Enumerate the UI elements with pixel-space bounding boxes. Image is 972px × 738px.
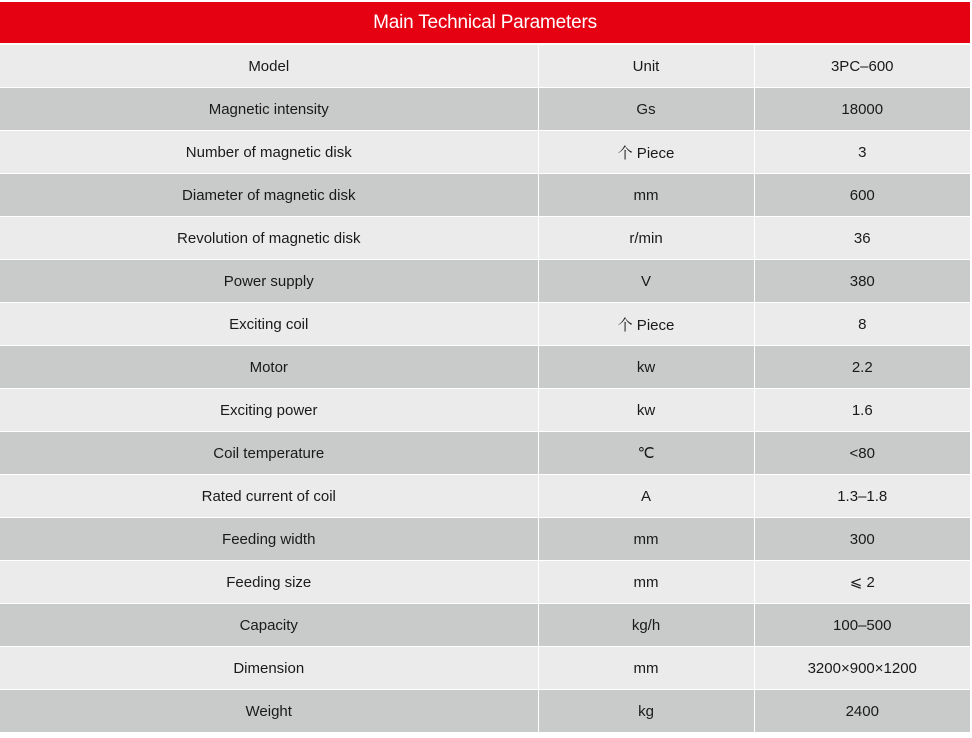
unit-cell: ℃ [538, 432, 754, 475]
table-row-magnetic-intensity [0, 88, 970, 131]
value-cell: 2400 [754, 690, 970, 733]
value-cell: 3200×900×1200 [754, 647, 970, 690]
value-cell: <80 [754, 432, 970, 475]
unit-cell: A [538, 475, 754, 518]
parameter-cell: Number of magnetic disk [0, 131, 538, 174]
unit-cell: mm [538, 518, 754, 561]
table-row-exciting-coil [0, 303, 970, 346]
unit-cell: kg/h [538, 604, 754, 647]
unit-cell: mm [538, 647, 754, 690]
value-cell: 1.6 [754, 389, 970, 432]
table-row-exciting-power [0, 389, 970, 432]
table-row-feeding-size [0, 561, 970, 604]
parameter-cell: Motor [0, 346, 538, 389]
unit-cell: 个 Piece [538, 303, 754, 346]
value-cell: 36 [754, 217, 970, 260]
unit-cell: kw [538, 389, 754, 432]
parameter-cell: Coil temperature [0, 432, 538, 475]
table-row-motor [0, 346, 970, 389]
table-title: Main Technical Parameters [0, 2, 970, 43]
unit-cell: mm [538, 561, 754, 604]
parameter-cell: Capacity [0, 604, 538, 647]
parameter-cell: Dimension [0, 647, 538, 690]
value-cell: 100–500 [754, 604, 970, 647]
technical-parameters-table [0, 45, 970, 733]
table-row-rated-current-of-coil [0, 475, 970, 518]
unit-cell: Unit [538, 45, 754, 88]
value-cell: 3 [754, 131, 970, 174]
parameter-cell: Power supply [0, 260, 538, 303]
unit-cell: kw [538, 346, 754, 389]
parameter-cell: Weight [0, 690, 538, 733]
unit-cell: kg [538, 690, 754, 733]
unit-cell: r/min [538, 217, 754, 260]
unit-cell: Gs [538, 88, 754, 131]
unit-cell: mm [538, 174, 754, 217]
parameter-cell: Rated current of coil [0, 475, 538, 518]
value-cell: 1.3–1.8 [754, 475, 970, 518]
parameter-cell: Exciting coil [0, 303, 538, 346]
parameter-cell: Diameter of magnetic disk [0, 174, 538, 217]
table-row-diameter-of-magnetic-disk [0, 174, 970, 217]
value-cell: 18000 [754, 88, 970, 131]
value-cell: 600 [754, 174, 970, 217]
table-row-power-supply [0, 260, 970, 303]
value-cell: 300 [754, 518, 970, 561]
table-body [0, 45, 970, 733]
table-row-number-of-magnetic-disk [0, 131, 970, 174]
table-row-feeding-width [0, 518, 970, 561]
parameter-cell: Feeding size [0, 561, 538, 604]
parameter-cell: Model [0, 45, 538, 88]
value-cell: 8 [754, 303, 970, 346]
value-cell: ⩽ 2 [754, 561, 970, 604]
value-cell: 2.2 [754, 346, 970, 389]
table-row-model [0, 45, 970, 88]
parameter-cell: Exciting power [0, 389, 538, 432]
table-row-weight [0, 690, 970, 733]
value-cell: 3PC–600 [754, 45, 970, 88]
parameter-cell: Feeding width [0, 518, 538, 561]
table-row-capacity [0, 604, 970, 647]
table-row-dimension [0, 647, 970, 690]
unit-cell: 个 Piece [538, 131, 754, 174]
parameter-cell: Revolution of magnetic disk [0, 217, 538, 260]
table-row-revolution-of-magnetic-disk [0, 217, 970, 260]
table-row-coil-temperature [0, 432, 970, 475]
value-cell: 380 [754, 260, 970, 303]
parameter-cell: Magnetic intensity [0, 88, 538, 131]
unit-cell: V [538, 260, 754, 303]
